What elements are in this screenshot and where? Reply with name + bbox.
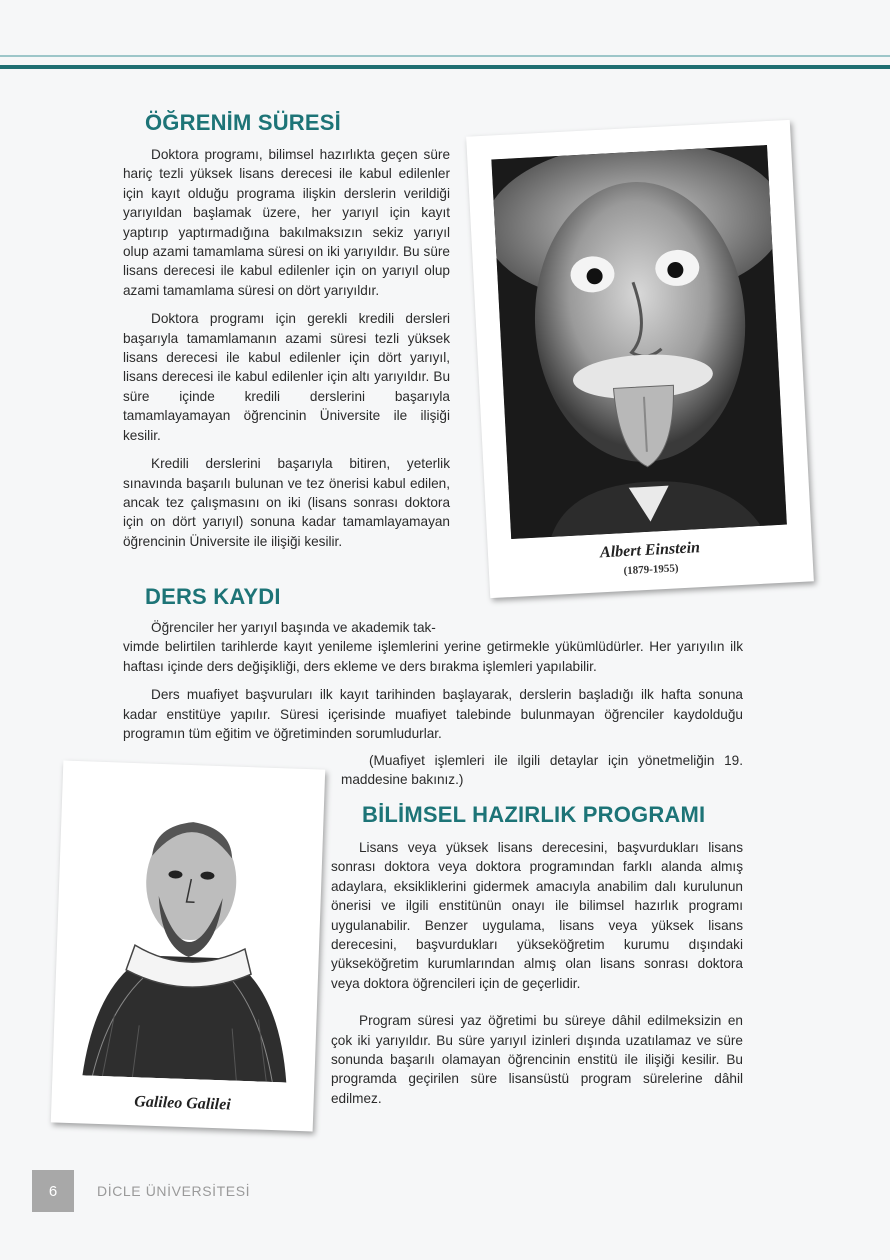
einstein-photo-frame: [466, 120, 814, 598]
einstein-portrait-drawing: [491, 145, 787, 539]
ogrenim-paragraph-2: Doktora programı için gerekli kredili dersleri başarıyla tamamlamanın azami süresi tezli yüksek lisans derecesi ile kabul edilenler için dört yarıyıl, lisans derecesi ile kabul edilenler için altı yarıyıldır. Bu süre içinde kredili derslerini başarıyla tamamlayamayan öğrencinin Üniversite ile ilişiği kesilir.: [123, 311, 450, 443]
ders-kaydi-paragraph-2: Ders muafiyet başvuruları ilk kayıt tarihinden başlayarak, derslerin başladığı ilk hafta sonuna kadar enstitüye yapılır. Süresi içerisinde muafiyet talebinde bulunmayan öğrenciler kaydolduğu programın tüm eğitim ve öğretiminden sorumludurlar.: [123, 687, 743, 742]
galileo-photo-frame: [51, 761, 325, 1132]
einstein-caption: Albert Einstein: [599, 539, 701, 562]
footer-university: DİCLE ÜNİVERSİTESİ: [97, 1183, 251, 1199]
ders-kaydi-body: [123, 618, 743, 752]
ogrenim-paragraph-1: Doktora programı, bilimsel hazırlıkta geçen süre hariç tezli yüksek lisans derecesi ile kabul edilenler için kayıt olduğu programa ilişkin derslerin verildiği yarıyıldan başlamak üzere, her yarıyıl için kayıt yaptırıp yaptırmadığına bakılmaksızın sekiz yarıyıl olup azami tamamlama süresi on iki yarıyıldır. Bu süre lisans derecesi ile kabul edilenler için on yarıyıl olup azami tamamlama süresi on dört yarıyıldır.: [123, 147, 450, 298]
ders-kaydi-paragraph-1: vimde belirtilen tarihlerde kayıt yenileme işlemlerini yerine getirmekle yükümlüdürler. Her yarıyılın ilk haftası içinde ders değişikliği, ders ekleme ve ders bırakma işlemleri yapılabilir.: [123, 639, 743, 674]
einstein-years: (1879-1955): [623, 562, 679, 578]
galileo-portrait: [72, 783, 306, 1083]
galileo-engraving: [72, 783, 306, 1083]
ders-kaydi-note-block: [341, 751, 743, 790]
ders-kaydi-note: (Muafiyet işlemleri ile ilgili detaylar için yönetmeliğin 19. maddesine bakınız.): [341, 753, 743, 788]
ders-kaydi-line-1: Öğrenciler her yarıyıl başında ve akademik tak-: [151, 620, 436, 635]
section-title-ogrenim: ÖĞRENİM SÜRESİ: [145, 110, 341, 135]
header-rule-dark: [0, 65, 890, 69]
bilimsel-paragraph-2: Program süresi yaz öğretimi bu süreye dâhil edilmeksizin en çok iki yarıyıldır. Bu süre yarıyıl izinleri dışında uzatılamaz ve süre sonunda başarılı olamayan öğrencinin enstitü ile ilişiği kesilir. Bu programda geçirilen süre lisansüstü program sürelerine dâhil edilmez.: [331, 1013, 743, 1106]
section-title-ders-kaydi: DERS KAYDI: [145, 584, 281, 609]
section-title-bilimsel: BİLİMSEL HAZIRLIK PROGRAMI: [362, 802, 706, 827]
galileo-caption: Galileo Galilei: [134, 1093, 231, 1114]
einstein-portrait: [491, 145, 787, 539]
ogrenim-body: [123, 145, 450, 560]
page-number: 6: [32, 1170, 74, 1212]
bilimsel-body: [331, 838, 743, 1117]
bilimsel-paragraph-1: Lisans veya yüksek lisans derecesini, başvurdukları lisans sonrası doktora veya doktora programından farklı alanda almış adaylara, eksikliklerini gidermek amacıyla anabilim dalı kurulunun önerisi ve ilgili enstitünün onayı ile bilimsel hazırlık programı uygulanabilir. Benzer uygulama, lisans veya yüksek lisans derecesini, başvurdukları yükseköğretim kurumu dışındaki yükseköğretim kurumlarından almış olan lisans sonrası doktora veya doktora öğrencileri için de geçerlidir.: [331, 840, 743, 991]
header-rule-light: [0, 55, 890, 57]
ogrenim-paragraph-3: Kredili derslerini başarıyla bitiren, yeterlik sınavında başarılı bulunan ve tez önerisi kabul edilen, ancak tez çalışmasını on iki (lisans sonrası doktora için on dört yarıyıl) sonuna kadar tamamlayamayan öğrencinin Üniversite ile ilişiği kesilir.: [123, 456, 450, 549]
